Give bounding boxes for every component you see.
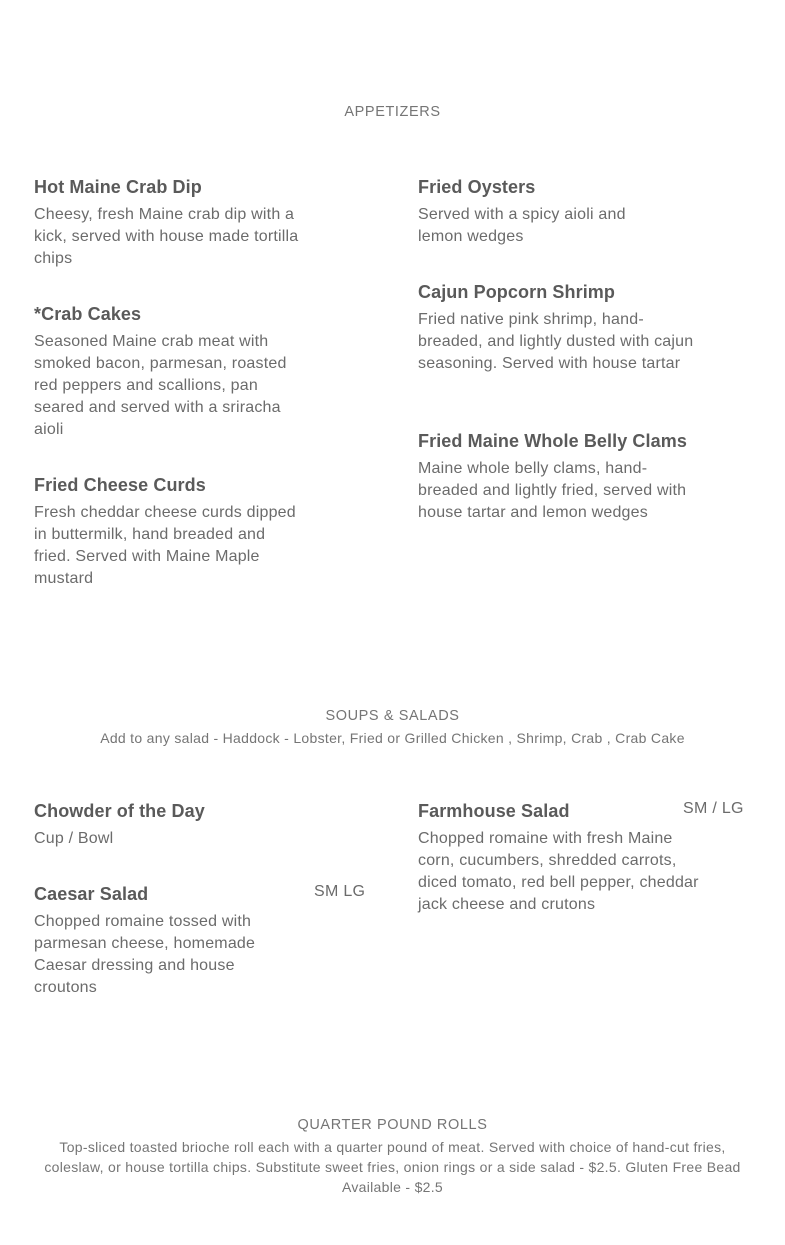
item-description: Chopped romaine tossed with parmesan cheese, homemade Caesar dressing and house croutons xyxy=(34,913,256,996)
item-description: Chopped romaine with fresh Maine corn, cucumbers, shredded carrots, diced tomato, red bell pepper, cheddar jack cheese and crutons xyxy=(418,830,699,913)
appetizers-heading: APPETIZERS xyxy=(344,104,441,120)
item-name: Fried Oysters xyxy=(418,177,536,197)
rolls-heading: QUARTER POUND ROLLS xyxy=(297,1117,488,1133)
item-description: Fresh cheddar cheese curds dipped in buttermilk, hand breaded and fried. Served with Maine Maple mustard xyxy=(34,504,296,587)
item-name: Farmhouse Salad xyxy=(418,801,570,821)
item-name: *Crab Cakes xyxy=(34,304,142,324)
item-name: Chowder of the Day xyxy=(34,801,205,821)
item-description: Cup / Bowl xyxy=(34,830,114,847)
menu-item-fried-cheese-curds xyxy=(34,474,299,590)
soups-salads-heading: SOUPS & SALADS xyxy=(325,708,460,724)
salad-addons-note: Add to any salad - Haddock - Lobster, Fried or Grilled Chicken , Shrimp, Crab , Crab Cake xyxy=(100,730,685,746)
menu-item-cajun-popcorn-shrimp xyxy=(418,281,698,375)
menu-item-fried-oysters xyxy=(418,176,668,248)
item-name: Hot Maine Crab Dip xyxy=(34,177,202,197)
menu-item-farmhouse-salad xyxy=(418,800,708,916)
item-name: Cajun Popcorn Shrimp xyxy=(418,282,616,302)
farmhouse-salad-size: SM / LG xyxy=(683,800,744,817)
rolls-description: Top-sliced toasted brioche roll each with a quarter pound of meat. Served with choice of hand-cut fries, coleslaw, or house tortilla chips. Substitute sweet fries, onion rings or a side salad - $2.5. Gluten Free Bead Available - $2.5 xyxy=(44,1139,741,1195)
menu-item-chowder-of-the-day xyxy=(34,800,319,850)
item-description: Served with a spicy aioli and lemon wedges xyxy=(418,206,626,245)
item-description: Cheesy, fresh Maine crab dip with a kick, served with house made tortilla chips xyxy=(34,206,299,267)
menu-item-crab-cakes xyxy=(34,303,309,441)
menu-item-hot-maine-crab-dip xyxy=(34,176,319,270)
menu-item-fried-maine-whole-belly-clams xyxy=(418,430,718,524)
menu-item-caesar-salad xyxy=(34,883,299,999)
caesar-salad-size: SM LG xyxy=(314,883,366,900)
item-name: Fried Cheese Curds xyxy=(34,475,206,495)
item-description: Fried native pink shrimp, hand-breaded, and lightly dusted with cajun seasoning. Served with house tartar xyxy=(418,311,694,372)
item-description: Seasoned Maine crab meat with smoked bacon, parmesan, roasted red peppers and scallions, pan seared and served with a sriracha aioli xyxy=(34,333,287,438)
item-name: Caesar Salad xyxy=(34,884,149,904)
item-description: Maine whole belly clams, hand-breaded and lightly fried, served with house tartar and lemon wedges xyxy=(418,460,687,521)
item-name: Fried Maine Whole Belly Clams xyxy=(418,431,687,451)
